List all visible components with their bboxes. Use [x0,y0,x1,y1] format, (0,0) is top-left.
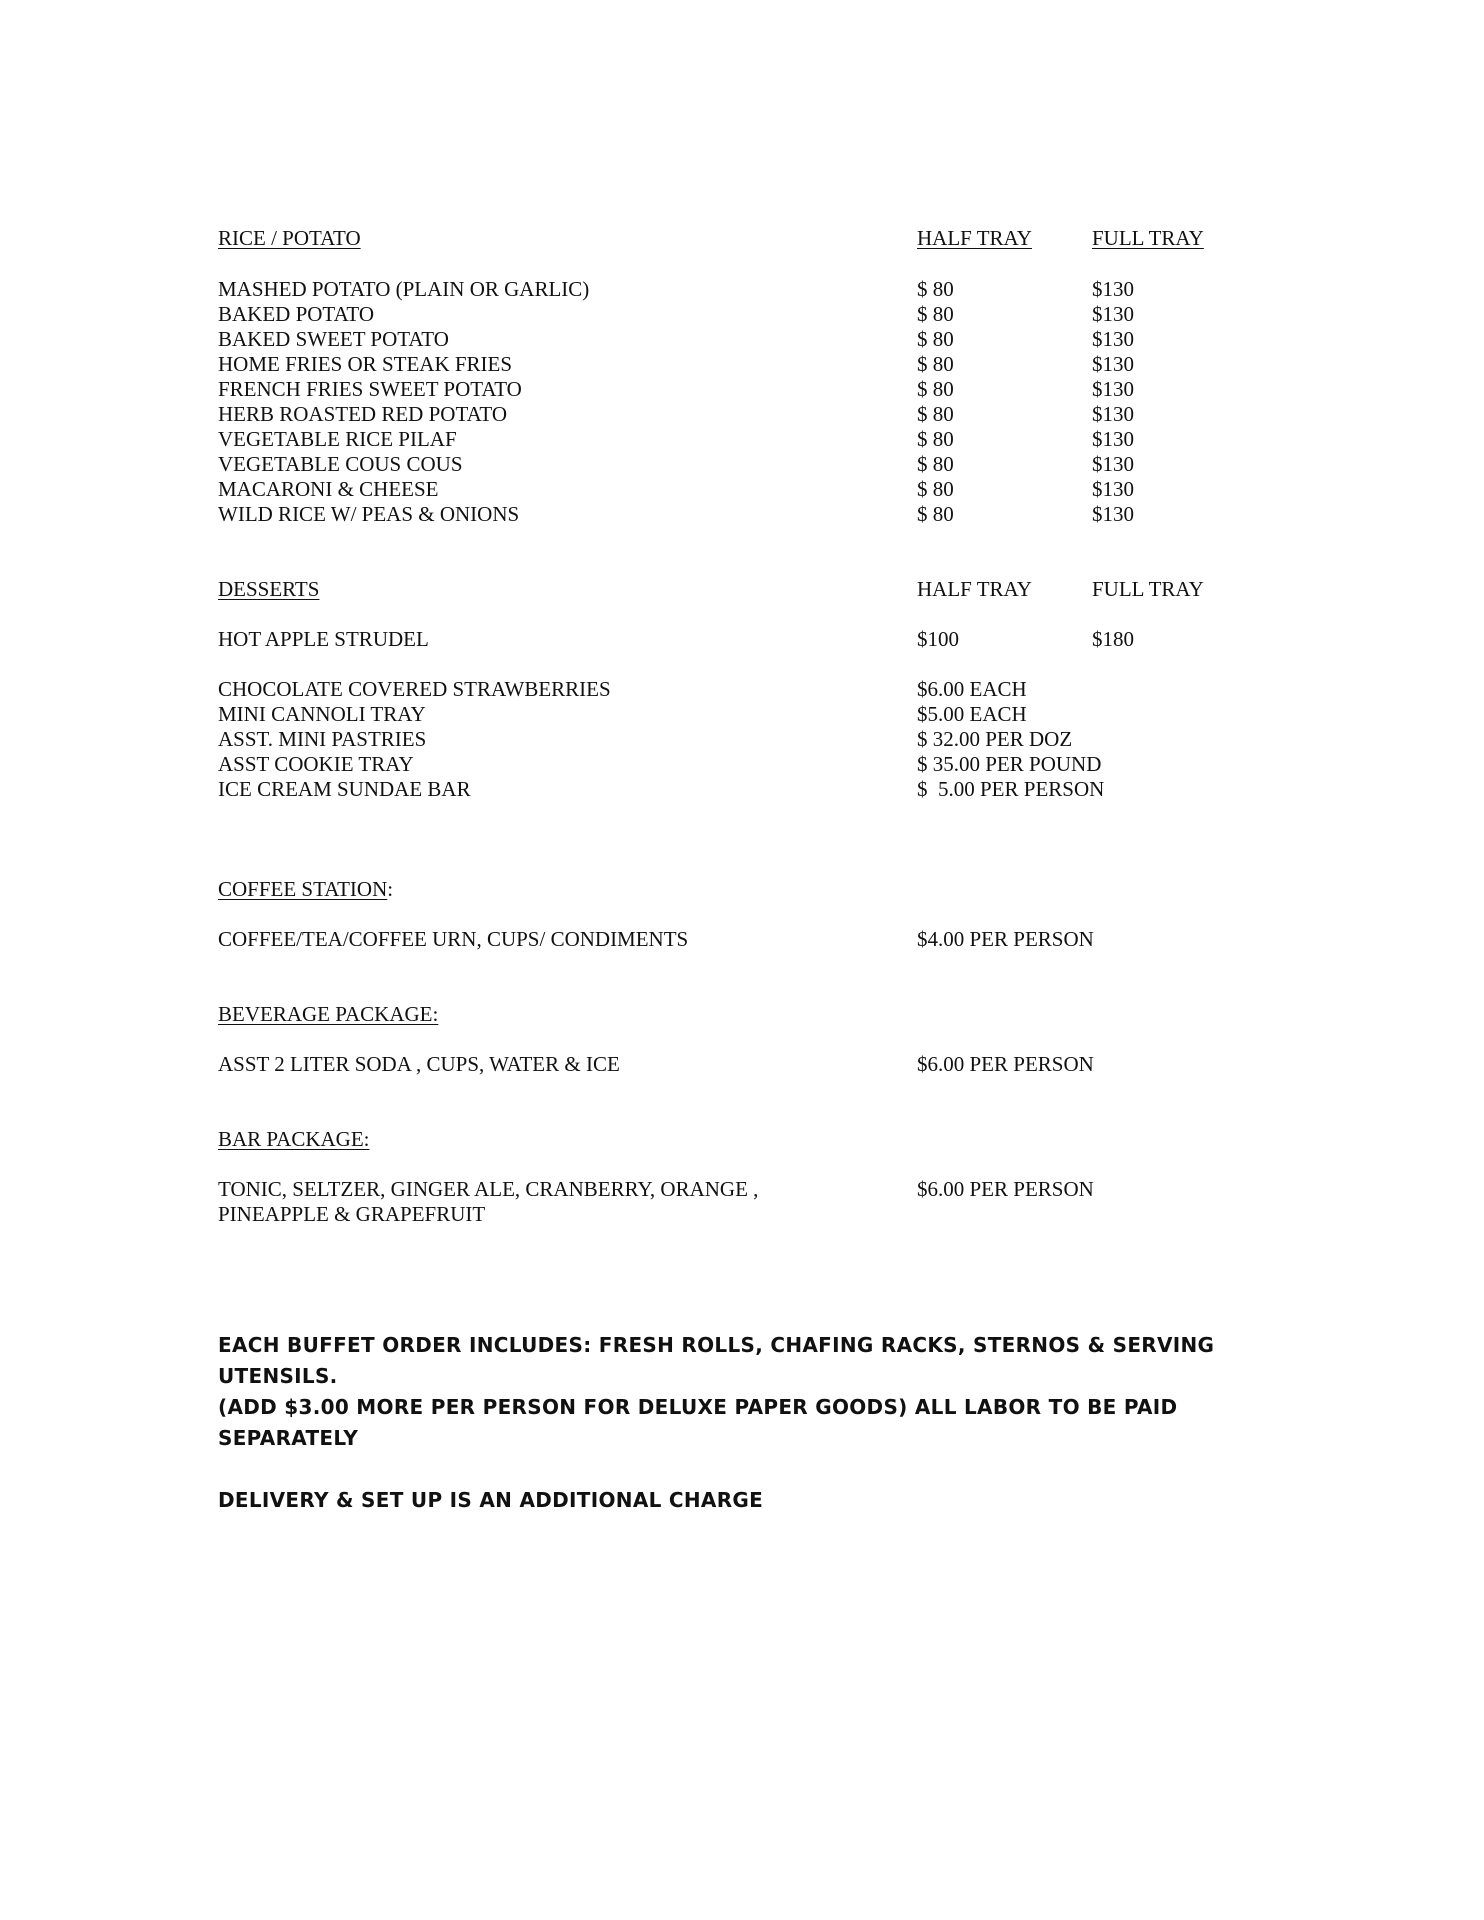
item-price: $4.00 PER PERSON [917,927,1094,951]
item-name: ASST COOKIE TRAY [218,752,414,776]
half-tray-price: $ 80 [917,477,954,501]
half-tray-price: $ 80 [917,402,954,426]
full-tray-price: $130 [1092,352,1134,376]
item-name: WILD RICE W/ PEAS & ONIONS [218,502,520,526]
item-name: HOT APPLE STRUDEL [218,627,429,651]
half-tray-price: $100 [917,627,959,651]
item-name: VEGETABLE RICE PILAF [218,427,457,451]
item-name: ASST 2 LITER SODA , CUPS, WATER & ICE [218,1052,620,1076]
full-tray-price: $130 [1092,302,1134,326]
item-name: VEGETABLE COUS COUS [218,452,463,476]
note-paper-goods-labor: (ADD $3.00 MORE PER PERSON FOR DELUXE PAPER GOODS) ALL LABOR TO BE PAID SEPARATELY [218,1395,1178,1450]
order-notes [218,1330,1238,1516]
half-tray-price: $ 80 [917,327,954,351]
full-tray-price: $130 [1092,277,1134,301]
rice-potato-heading: RICE / POTATO [218,226,361,250]
item-name: HERB ROASTED RED POTATO [218,402,508,426]
item-name: ICE CREAM SUNDAE BAR [218,777,471,801]
item-name: CHOCOLATE COVERED STRAWBERRIES [218,677,611,701]
item-name: BAKED POTATO [218,302,375,326]
item-price: $ 5.00 PER PERSON [917,777,1105,801]
coffee-station-heading-wrap [218,877,393,902]
item-price: $6.00 PER PERSON [917,1177,1094,1201]
full-tray-price: $130 [1092,452,1134,476]
full-tray-price: $130 [1092,502,1134,526]
item-name: BAKED SWEET POTATO [218,327,449,351]
half-tray-price: $ 80 [917,302,954,326]
item-name: MINI CANNOLI TRAY [218,702,426,726]
item-name: ASST. MINI PASTRIES [218,727,427,751]
desserts-half-tray-header: HALF TRAY [917,577,1032,601]
note-delivery: DELIVERY & SET UP IS AN ADDITIONAL CHARGE [218,1488,764,1512]
desserts-full-tray-header: FULL TRAY [1092,577,1204,601]
item-name: MASHED POTATO (PLAIN OR GARLIC) [218,277,590,301]
half-tray-price: $ 80 [917,352,954,376]
notes-spacer [218,1454,1238,1485]
half-tray-price: $ 80 [917,277,954,301]
coffee-station-heading-colon: : [387,877,394,901]
item-name: TONIC, SELTZER, GINGER ALE, CRANBERRY, ORANGE , [218,1177,759,1201]
desserts-heading: DESSERTS [218,577,320,601]
full-tray-price: $130 [1092,427,1134,451]
half-tray-price: $ 80 [917,502,954,526]
item-name: FRENCH FRIES SWEET POTATO [218,377,522,401]
item-name: MACARONI & CHEESE [218,477,439,501]
full-tray-price: $130 [1092,377,1134,401]
item-price: $ 35.00 PER POUND [917,752,1102,776]
item-name: HOME FRIES OR STEAK FRIES [218,352,513,376]
rice-potato-half-tray-header: HALF TRAY [917,226,1032,250]
item-price: $ 32.00 PER DOZ [917,727,1073,751]
item-price: $6.00 EACH [917,677,1027,701]
full-tray-price: $130 [1092,402,1134,426]
item-price: $6.00 PER PERSON [917,1052,1094,1076]
coffee-station-heading: COFFEE STATION [218,877,388,901]
half-tray-price: $ 80 [917,452,954,476]
bar-package-heading: BAR PACKAGE: [218,1127,370,1151]
half-tray-price: $ 80 [917,427,954,451]
full-tray-price: $130 [1092,477,1134,501]
item-name: COFFEE/TEA/COFFEE URN, CUPS/ CONDIMENTS [218,927,689,951]
item-name-continued: PINEAPPLE & GRAPEFRUIT [218,1202,486,1226]
full-tray-price: $130 [1092,327,1134,351]
item-price: $5.00 EACH [917,702,1027,726]
rice-potato-full-tray-header: FULL TRAY [1092,226,1204,250]
note-buffet-includes: EACH BUFFET ORDER INCLUDES: FRESH ROLLS, CHAFING RACKS, STERNOS & SERVING UTENSILS. [218,1333,1215,1388]
beverage-package-heading: BEVERAGE PACKAGE: [218,1002,439,1026]
full-tray-price: $180 [1092,627,1134,651]
half-tray-price: $ 80 [917,377,954,401]
